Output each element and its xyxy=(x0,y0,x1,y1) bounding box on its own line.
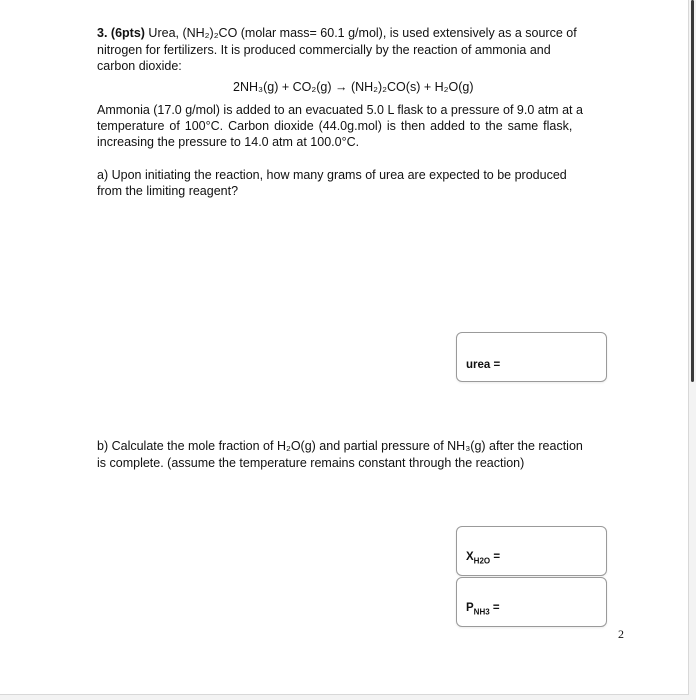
pnh3-answer-box[interactable] xyxy=(456,577,607,627)
pnh3-symbol: P xyxy=(466,602,474,614)
reaction-equation: 2NH₃(g) + CO₂(g) → (NH₂)₂CO(s) + H₂O(g) xyxy=(233,80,474,94)
paragraph-line3: increasing the pressure to 14.0 atm at 100.0°C. xyxy=(97,135,360,149)
xh2o-equals: = xyxy=(490,551,501,563)
pnh3-subscript: NH3 xyxy=(473,607,490,617)
xh2o-answer-label xyxy=(466,551,500,565)
urea-answer-label: urea = xyxy=(466,359,501,371)
paragraph-line1: Ammonia (17.0 g/mol) is added to an evacuated 5.0 L flask to a pressure of 9.0 atm at a xyxy=(97,103,583,117)
question-intro-line2: nitrogen for fertilizers. It is produced commercially by the reaction of ammonia and xyxy=(97,43,551,57)
pnh3-answer-label xyxy=(466,602,500,616)
part-b-line2: is complete. (assume the temperature remains constant through the reaction) xyxy=(97,456,525,470)
part-b-line1: b) Calculate the mole fraction of H₂O(g) and partial pressure of NH₃(g) after the reaction xyxy=(97,439,583,453)
question-title-line xyxy=(97,25,577,42)
paragraph-line2: temperature of 100°C. Carbon dioxide (44.0g.mol) is then added to the same flask, xyxy=(97,119,573,133)
urea-answer-box[interactable] xyxy=(456,332,607,382)
page-number: 2 xyxy=(618,627,624,641)
question-points: (6pts) xyxy=(110,26,145,40)
xh2o-subscript: H2O xyxy=(473,556,491,566)
question-intro-line3: carbon dioxide: xyxy=(97,59,182,73)
question-number: 3. xyxy=(97,26,108,40)
vertical-scrollbar[interactable] xyxy=(691,0,694,382)
xh2o-answer-box[interactable] xyxy=(456,526,607,576)
question-intro-line1: Urea, (NH₂)₂CO (molar mass= 60.1 g/mol), is used extensively as a source of xyxy=(144,26,577,40)
xh2o-symbol: X xyxy=(466,551,474,563)
pnh3-equals: = xyxy=(489,602,500,614)
part-a-line1: a) Upon initiating the reaction, how many grams of urea are expected to be produced xyxy=(97,168,567,182)
part-a-line2: from the limiting reagent? xyxy=(97,184,239,198)
